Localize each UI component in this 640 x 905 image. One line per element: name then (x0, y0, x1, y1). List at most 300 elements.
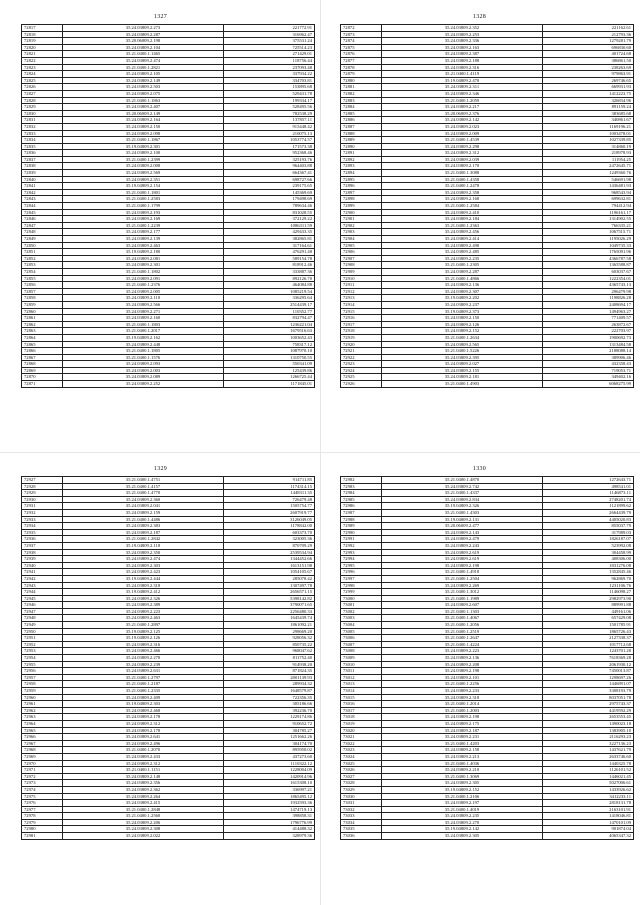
row-id-cell: 72904 (341, 236, 382, 243)
amount-cell: 296479.98 (543, 288, 634, 295)
reference-code-cell: 35.24.03809.2.311 (382, 84, 543, 91)
amount-cell: 3308193.79 (543, 688, 634, 695)
table-row (22, 315, 315, 322)
table-row (341, 648, 634, 655)
table-row (22, 374, 315, 381)
amount-cell: 449161.06 (543, 608, 634, 615)
table-row (22, 688, 315, 695)
amount-cell: 5398142.82 (224, 595, 315, 602)
amount-cell: 328979.36 (224, 833, 315, 840)
amount-cell: 464084.88 (224, 282, 315, 289)
table-row (22, 780, 315, 787)
row-id-cell: 72894 (341, 170, 382, 177)
reference-code-cell: 35.24.03809.2.463 (63, 615, 224, 622)
amount-cell: 1490023.18 (543, 720, 634, 727)
reference-code-cell: 35.21.0400.1.4903 (382, 381, 543, 388)
reference-code-cell: 35.24.03809.2.498 (382, 242, 543, 249)
reference-code-cell: 35.24.03809.2.198 (382, 562, 543, 569)
reference-code-cell: 35.24.03809.2.139 (63, 236, 224, 243)
row-id-cell: 73032 (341, 806, 382, 813)
table-row (22, 249, 315, 256)
table-row (341, 707, 634, 714)
row-id-cell: 72932 (22, 509, 63, 516)
amount-cell: 901874.04 (543, 826, 634, 833)
row-id-cell: 72860 (22, 308, 63, 315)
row-id-cell: 73036 (341, 833, 382, 840)
table-row (22, 720, 315, 727)
amount-cell: 271429.01 (224, 51, 315, 58)
page-sheet (8, 458, 313, 898)
reference-code-cell: 35.21.0400.1.4224 (382, 641, 543, 648)
table-row (341, 321, 634, 328)
row-id-cell: 73021 (341, 734, 382, 741)
reference-code-cell: 35.21.0400.1.1576 (63, 354, 224, 361)
table-row (22, 727, 315, 734)
amount-cell: 914938.20 (224, 661, 315, 668)
row-id-cell: 72960 (22, 694, 63, 701)
table-row (341, 786, 634, 793)
amount-cell: 818912.46 (224, 262, 315, 269)
row-id-cell: 72859 (22, 301, 63, 308)
reference-code-cell: 35.24.03809.2.150 (382, 315, 543, 322)
amount-cell: 1436481.93 (543, 183, 634, 190)
amount-cell: 1110322.12 (224, 760, 315, 767)
row-id-cell: 72840 (22, 176, 63, 183)
reference-code-cell: 35.19.04809.2.470 (382, 77, 543, 84)
table-row (22, 367, 315, 374)
table-row (22, 354, 315, 361)
table-row (341, 367, 634, 374)
amount-cell: 698727.66 (224, 176, 315, 183)
row-id-cell: 72899 (341, 203, 382, 210)
reference-code-cell: 35.24.03809.2.607 (382, 602, 543, 609)
amount-cell: 429433.35 (224, 229, 315, 236)
row-id-cell: 73000 (341, 595, 382, 602)
amount-cell: 766335.21 (543, 222, 634, 229)
row-id-cell: 72917 (341, 321, 382, 328)
row-id-cell: 72914 (341, 301, 382, 308)
amount-cell: 1087970.10 (224, 348, 315, 355)
row-id-cell: 72940 (22, 562, 63, 569)
amount-cell: 222703.97 (543, 328, 634, 335)
table-row (341, 354, 634, 361)
table-row (341, 542, 634, 549)
row-id-cell: 72836 (22, 150, 63, 157)
amount-cell: 1086311.59 (224, 222, 315, 229)
reference-code-cell: 35.24.03809.2.358 (382, 189, 543, 196)
amount-cell: 850735.22 (224, 641, 315, 648)
amount-cell: 153895.68 (224, 84, 315, 91)
amount-cell: 110352.77 (224, 308, 315, 315)
amount-cell: 2748201.74 (543, 496, 634, 503)
table-row (22, 90, 315, 97)
row-id-cell: 72885 (341, 110, 382, 117)
reference-code-cell: 35.24.03809.2.742 (382, 483, 543, 490)
reference-code-cell: 35.24.03809.2.187 (63, 529, 224, 536)
amount-cell: 1049735.33 (543, 242, 634, 249)
reference-code-cell: 35.24.03809.2.098 (63, 130, 224, 137)
reference-code-cell: 35.24.03809.2.415 (63, 800, 224, 807)
table-row (22, 628, 315, 635)
reference-code-cell: 35.24.03809.2.351 (63, 176, 224, 183)
reference-code-cell: 35.21.0400.1.2059 (382, 97, 543, 104)
reference-code-cell: 35.24.03809.2.104 (63, 44, 224, 51)
reference-code-cell: 35.24.03809.2.197 (382, 800, 543, 807)
amount-cell: 811752.40 (224, 655, 315, 662)
reference-code-cell: 35.21.0400.1.4036 (382, 760, 543, 767)
amount-cell: 589154.78 (224, 255, 315, 262)
row-id-cell: 72846 (22, 216, 63, 223)
table-row (341, 84, 634, 91)
table-row (22, 582, 315, 589)
amount-cell: 696830.60 (543, 44, 634, 51)
amount-cell: 603373.70 (224, 529, 315, 536)
amount-cell: 1222354.01 (543, 275, 634, 282)
amount-cell: 725514.23 (224, 44, 315, 51)
row-id-cell: 72906 (341, 249, 382, 256)
table-row (341, 282, 634, 289)
reference-code-cell: 35.24.03809.2.287 (63, 31, 224, 38)
amount-cell: 269746.65 (543, 77, 634, 84)
row-id-cell: 72826 (22, 84, 63, 91)
table-row (22, 104, 315, 111)
row-id-cell: 73006 (341, 635, 382, 642)
table-row (22, 536, 315, 543)
reference-code-cell: 35.24.03809.2.409 (63, 694, 224, 701)
data-table (340, 24, 634, 388)
table-row (22, 714, 315, 721)
row-id-cell: 72910 (341, 275, 382, 282)
table-row (341, 720, 634, 727)
table-row (22, 753, 315, 760)
reference-code-cell: 35.21.0400.1.2335 (63, 688, 224, 695)
amount-cell: 221772.91 (224, 25, 315, 32)
table-row (22, 813, 315, 820)
reference-code-cell: 35.24.03809.2.389 (63, 602, 224, 609)
reference-code-cell: 35.21.0400.1.4019 (382, 806, 543, 813)
table-row (22, 800, 315, 807)
amount-cell: 979863.91 (543, 71, 634, 78)
row-id-cell: 72956 (22, 668, 63, 675)
row-id-cell: 72831 (22, 117, 63, 124)
amount-cell: 210075.13 (224, 130, 315, 137)
reference-code-cell: 35.21.0400.1.1989 (382, 595, 543, 602)
amount-cell: 1861092.21 (224, 622, 315, 629)
reference-code-cell: 35.19.04809.2.152 (382, 786, 543, 793)
reference-code-cell: 35.24.03809.2.093 (63, 361, 224, 368)
table-row (22, 137, 315, 144)
table-row (22, 569, 315, 576)
row-id-cell: 72952 (22, 641, 63, 648)
table-row (341, 523, 634, 530)
amount-cell: 1121899.62 (543, 503, 634, 510)
amount-cell: 1053774.57 (224, 137, 315, 144)
table-row (341, 681, 634, 688)
amount-cell: 1027339.85 (543, 137, 634, 144)
table-row (22, 381, 315, 388)
table-row (341, 189, 634, 196)
reference-code-cell: 35.24.03809.2.213 (382, 753, 543, 760)
reference-code-cell: 35.24.03809.2.407 (63, 104, 224, 111)
reference-code-cell: 35.24.03809.2.003 (63, 367, 224, 374)
table-row (341, 301, 634, 308)
row-id-cell: 72964 (22, 720, 63, 727)
reference-code-cell: 35.19.04809.2.303 (63, 701, 224, 708)
table-row (22, 110, 315, 117)
amount-cell: 7618369.28 (543, 655, 634, 662)
row-id-cell: 72928 (22, 483, 63, 490)
amount-cell: 3412233.11 (543, 793, 634, 800)
amount-cell: 304174.70 (224, 740, 315, 747)
table-row (22, 242, 315, 249)
reference-code-cell: 35.24.03809.2.178 (63, 714, 224, 721)
amount-cell: 1314902.55 (543, 216, 634, 223)
row-id-cell: 72866 (22, 348, 63, 355)
amount-cell: 1344452.66 (224, 556, 315, 563)
table-row (22, 282, 315, 289)
table-row (22, 51, 315, 58)
reference-code-cell: 35.19.04809.2.412 (63, 589, 224, 596)
row-id-cell: 73027 (341, 773, 382, 780)
row-id-cell: 72862 (22, 321, 63, 328)
table-row (341, 71, 634, 78)
amount-cell: 4419592.29 (543, 707, 634, 714)
table-row (341, 549, 634, 556)
row-id-cell: 72997 (341, 575, 382, 582)
table-row (22, 694, 315, 701)
reference-code-cell: 35.24.03809.2.566 (63, 301, 224, 308)
row-id-cell: 72953 (22, 648, 63, 655)
reference-code-cell: 35.24.03809.2.463 (63, 242, 224, 249)
row-id-cell: 72820 (22, 44, 63, 51)
reference-code-cell: 35.24.03809.2.316 (63, 641, 224, 648)
row-id-cell: 72938 (22, 549, 63, 556)
table-row (341, 661, 634, 668)
row-id-cell: 72920 (341, 341, 382, 348)
amount-cell: 1440325.78 (543, 760, 634, 767)
amount-cell: 669931.93 (543, 84, 634, 91)
amount-cell: 1448311.35 (224, 490, 315, 497)
row-id-cell: 72875 (341, 44, 382, 51)
row-id-cell: 72901 (341, 216, 382, 223)
amount-cell: 237093.48 (224, 64, 315, 71)
reference-code-cell: 35.21.0400.1.4303 (382, 509, 543, 516)
row-id-cell: 72992 (341, 542, 382, 549)
row-id-cell: 72876 (341, 51, 382, 58)
reference-code-cell: 35.21.0400.1.1151 (63, 767, 224, 774)
row-id-cell: 73005 (341, 628, 382, 635)
reference-code-cell: 35.24.03809.2.468 (63, 707, 224, 714)
reference-code-cell: 35.24.03809.2.175 (382, 720, 543, 727)
row-id-cell: 72907 (341, 255, 382, 262)
table-row (341, 516, 634, 523)
row-id-cell: 72887 (341, 123, 382, 130)
row-id-cell: 72912 (341, 288, 382, 295)
row-id-cell: 72965 (22, 727, 63, 734)
table-row (341, 800, 634, 807)
table-row (341, 348, 634, 355)
reference-code-cell: 35.24.03809.2.178 (63, 727, 224, 734)
reference-code-cell: 35.21.0400.1.2560 (63, 813, 224, 820)
amount-cell: 476291.48 (224, 249, 315, 256)
row-id-cell: 72855 (22, 275, 63, 282)
row-id-cell: 72873 (341, 31, 382, 38)
amount-cell: 2116293.23 (543, 734, 634, 741)
reference-code-cell: 35.21.0400.1.2017 (63, 328, 224, 335)
row-id-cell: 72933 (22, 516, 63, 523)
row-id-cell: 72854 (22, 268, 63, 275)
table-row (341, 176, 634, 183)
table-row (22, 130, 315, 137)
table-row (22, 477, 315, 484)
reference-code-cell: 35.24.03809.2.208 (382, 661, 543, 668)
reference-code-cell: 35.24.03809.2.619 (382, 549, 543, 556)
table-row (22, 773, 315, 780)
table-row (341, 819, 634, 826)
row-id-cell: 72897 (341, 189, 382, 196)
table-row (341, 334, 634, 341)
amount-cell: 962869.70 (543, 575, 634, 582)
amount-cell: 1146873.11 (543, 490, 634, 497)
table-row (341, 25, 634, 32)
reference-code-cell: 35.20.06009.2.198 (63, 38, 224, 45)
reference-code-cell: 35.21.0400.1.2519 (382, 628, 543, 635)
table-row (22, 321, 315, 328)
row-id-cell: 72929 (22, 490, 63, 497)
reference-code-cell: 35.21.0400.1.4203 (382, 740, 543, 747)
amount-cell: 432358.43 (543, 361, 634, 368)
table-row (22, 44, 315, 51)
reference-code-cell: 35.19.04809.2.131 (382, 516, 543, 523)
reference-code-cell: 35.24.03809.2.474 (63, 556, 224, 563)
amount-cell: 2127338.37 (543, 635, 634, 642)
table-row (22, 341, 315, 348)
row-id-cell: 72881 (341, 84, 382, 91)
row-id-cell: 72981 (22, 833, 63, 840)
amount-cell: 2664439.79 (543, 509, 634, 516)
table-row (22, 222, 315, 229)
amount-cell: 855037.79 (543, 523, 634, 530)
reference-code-cell: 35.21.0400.1.2797 (63, 674, 224, 681)
table-row (22, 760, 315, 767)
table-row (22, 509, 315, 516)
table-row (341, 242, 634, 249)
table-row (341, 602, 634, 609)
table-row (22, 655, 315, 662)
amount-cell: 1865495.12 (224, 793, 315, 800)
table-row (22, 615, 315, 622)
reference-code-cell: 35.24.03809.2.089 (63, 374, 224, 381)
reference-code-cell: 35.24.03809.2.105 (63, 71, 224, 78)
row-id-cell: 72931 (22, 503, 63, 510)
table-row (22, 767, 315, 774)
row-id-cell: 72922 (341, 354, 382, 361)
reference-code-cell: 35.24.03809.2.474 (63, 57, 224, 64)
reference-code-cell: 35.21.0400.1.2399 (63, 156, 224, 163)
row-id-cell: 72817 (22, 25, 63, 32)
table-row (341, 222, 634, 229)
table-row (22, 562, 315, 569)
row-id-cell: 72978 (22, 813, 63, 820)
amount-cell: 386861.50 (543, 57, 634, 64)
table-row (341, 503, 634, 510)
reference-code-cell: 35.24.03809.2.362 (63, 786, 224, 793)
table-row (22, 163, 315, 170)
table-row (341, 483, 634, 490)
row-id-cell: 72972 (22, 773, 63, 780)
table-row (341, 328, 634, 335)
reference-code-cell: 35.19.04809.2.180 (63, 249, 224, 256)
row-id-cell: 72982 (341, 477, 382, 484)
table-row (341, 104, 634, 111)
reference-code-cell: 35.21.0400.1.4486 (63, 516, 224, 523)
reference-code-cell: 35.24.03809.2.231 (382, 734, 543, 741)
row-id-cell: 72948 (22, 615, 63, 622)
row-id-cell: 72893 (341, 163, 382, 170)
row-id-cell: 72989 (341, 523, 382, 530)
reference-code-cell: 35.20.06009.2.149 (63, 110, 224, 117)
reference-code-cell: 35.21.0400.1.4539 (382, 137, 543, 144)
amount-cell: 657429.08 (543, 615, 634, 622)
amount-cell: 915448.42 (224, 123, 315, 130)
reference-code-cell: 35.21.0400.1.2363 (382, 222, 543, 229)
amount-cell: 1615308.10 (224, 780, 315, 787)
amount-cell: 794412.94 (543, 203, 634, 210)
table-row (22, 833, 315, 840)
row-id-cell: 72850 (22, 242, 63, 249)
amount-cell: 2256480.33 (224, 608, 315, 615)
reference-code-cell: 35.21.0400.1.1799 (63, 203, 224, 210)
amount-cell: 1865726.43 (543, 628, 634, 635)
reference-code-cell: 35.24.03809.2.160 (63, 315, 224, 322)
row-id-cell: 72957 (22, 674, 63, 681)
table-row (22, 648, 315, 655)
row-id-cell: 72890 (341, 143, 382, 150)
row-id-cell: 72925 (341, 374, 382, 381)
table-row (22, 255, 315, 262)
reference-code-cell: 35.24.03809.2.198 (382, 668, 543, 675)
amount-cell: 1470101.09 (543, 819, 634, 826)
row-id-cell: 72903 (341, 229, 382, 236)
reference-code-cell: 35.24.03809.2.273 (63, 25, 224, 32)
reference-code-cell: 35.24.03809.2.305 (382, 780, 543, 787)
row-id-cell: 72828 (22, 97, 63, 104)
row-id-cell: 72896 (341, 183, 382, 190)
row-id-cell: 72822 (22, 57, 63, 64)
amount-cell: 1352845.46 (543, 569, 634, 576)
table-row (22, 496, 315, 503)
row-id-cell: 72967 (22, 740, 63, 747)
reference-code-cell: 35.24.03809.2.423 (63, 569, 224, 576)
row-id-cell: 72919 (341, 334, 382, 341)
reference-code-cell: 35.24.03809.2.075 (63, 90, 224, 97)
row-id-cell: 72942 (22, 575, 63, 582)
reference-code-cell: 35.24.03809.2.569 (63, 170, 224, 177)
amount-cell: 1437621.79 (543, 747, 634, 754)
reference-code-cell: 35.24.03809.2.631 (63, 668, 224, 675)
amount-cell: 4365743.13 (543, 282, 634, 289)
amount-cell: 1003478.01 (543, 130, 634, 137)
reference-code-cell: 35.24.03809.2.326 (63, 595, 224, 602)
table-row (22, 622, 315, 629)
row-id-cell: 73003 (341, 615, 382, 622)
table-row (341, 374, 634, 381)
reference-code-cell: 35.24.03809.2.318 (63, 582, 224, 589)
row-id-cell: 73028 (341, 780, 382, 787)
row-id-cell: 72927 (22, 477, 63, 484)
row-id-cell: 73015 (341, 694, 382, 701)
amount-cell: 145369.69 (224, 189, 315, 196)
